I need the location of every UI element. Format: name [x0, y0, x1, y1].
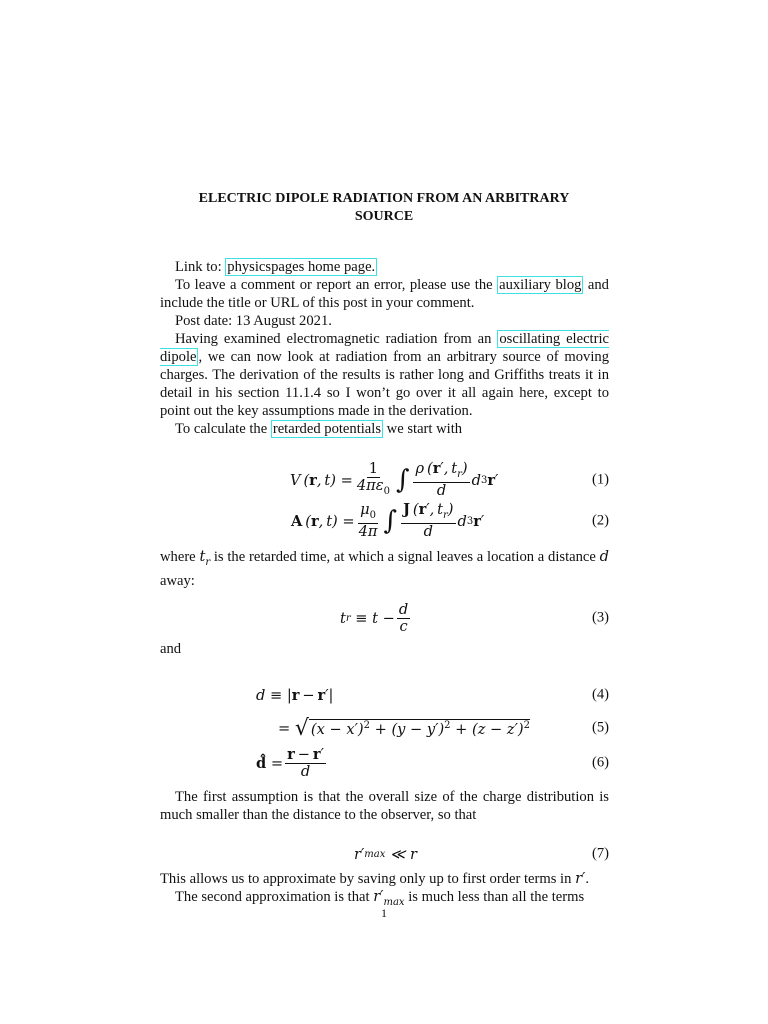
- comment-prefix: To leave a comment or report an error, please use the: [175, 277, 498, 293]
- home-page-link[interactable]: physicspages home page.: [227, 259, 376, 275]
- second-text-a: The second approximation is that: [175, 889, 374, 905]
- link-prefix: Link to:: [175, 259, 226, 275]
- oscillating-dipole-link[interactable]: oscillating electric dipole: [160, 331, 610, 365]
- second-text-b: is much less than all the terms: [404, 889, 585, 905]
- equation-number: (6): [591, 754, 609, 771]
- title-line-2: SOURCE: [354, 209, 414, 224]
- intro-suffix: , we can now look at radiation from an arbitrary source of moving charges. The derivation of the results is rather long and Griffiths treats it in detail in his section 11.1.4 so I won’t go over it all again here, except to point out the key assumptions made in the derivation.: [160, 349, 609, 419]
- calc-prefix: To calculate the: [175, 421, 271, 437]
- comment-paragraph: [160, 276, 609, 312]
- title-line-1: ELECTRIC DIPOLE RADIATION FROM AN ARBITRARY: [198, 191, 570, 206]
- retarded-potentials-link[interactable]: retarded potentials: [272, 421, 382, 437]
- equation-3-body: t r ≡ t − $\frac{d}{c}$: [340, 600, 409, 635]
- equation-5: [160, 708, 609, 748]
- equation-2-body: A ( r , t) = $\frac{\mu_0}{4\pi}$ ∫ $\frac{J (r', t_r)}{d}$ d 3 r ′: [291, 500, 485, 541]
- and-text: and: [160, 641, 182, 657]
- equation-number: (3): [591, 609, 609, 626]
- equation-6-body: d̂ = $\frac{r - r'}{d}$: [256, 745, 324, 780]
- equation-6: [160, 743, 609, 783]
- auxiliary-blog-link[interactable]: auxiliary blog: [499, 277, 582, 293]
- page-number: 1: [381, 906, 387, 920]
- equation-number: (4): [591, 686, 609, 703]
- retarded-time-symbol: $t_r$: [199, 548, 211, 568]
- equation-7-body: r′ max ≪ r: [354, 845, 417, 863]
- where-text-b: is the retarded time, at which a signal leaves a location a distance: [210, 549, 600, 565]
- calc-suffix: we start with: [383, 421, 463, 437]
- where-paragraph: [160, 548, 609, 590]
- equation-1: [160, 460, 609, 500]
- paper-title: [160, 190, 608, 226]
- assumption-1-paragraph: The first assumption is that the overall size of the charge distribution is much smaller than the distance to the observer, so that: [160, 789, 609, 823]
- equation-2: [160, 501, 609, 541]
- comment-suffix: and include the title or URL of this post in your comment.: [160, 277, 609, 311]
- approx-text-b: .: [585, 871, 590, 887]
- calc-paragraph: [160, 420, 609, 438]
- equation-number: (7): [591, 845, 609, 862]
- approx-paragraph: [160, 870, 609, 888]
- r-max-symbol: $r'_{max}$: [373, 888, 405, 908]
- intro-paragraph: [160, 330, 609, 420]
- equation-number: (5): [591, 719, 609, 736]
- equation-4-body: d ≡ | r − r ′|: [256, 686, 334, 704]
- equation-number: (1): [591, 471, 609, 488]
- post-date: Post date: 13 August 2021.: [175, 313, 332, 329]
- equation-7: [160, 834, 609, 874]
- equation-1-body: V ( r , t) = $\frac{1}{4\pi\varepsilon_0}$ ∫ $\frac{\rho (r', t_r)}{d}$ d 3 r ′: [290, 459, 499, 500]
- where-text-c: away:: [160, 572, 195, 589]
- approx-text-a: This allows us to approximate by saving only up to first order terms in: [160, 871, 576, 887]
- equation-3: [160, 598, 609, 638]
- r-prime-symbol: r′: [575, 870, 586, 887]
- distance-symbol: d: [599, 548, 609, 565]
- link-paragraph: [160, 258, 609, 276]
- equation-number: (2): [591, 512, 609, 529]
- where-text-a: where: [160, 549, 200, 565]
- intro-prefix: Having examined electromagnetic radiation from an: [175, 331, 498, 347]
- equation-5-body: = √ $(x - x')^2 + (y - y')^2 + (z - z')^2$: [278, 715, 530, 741]
